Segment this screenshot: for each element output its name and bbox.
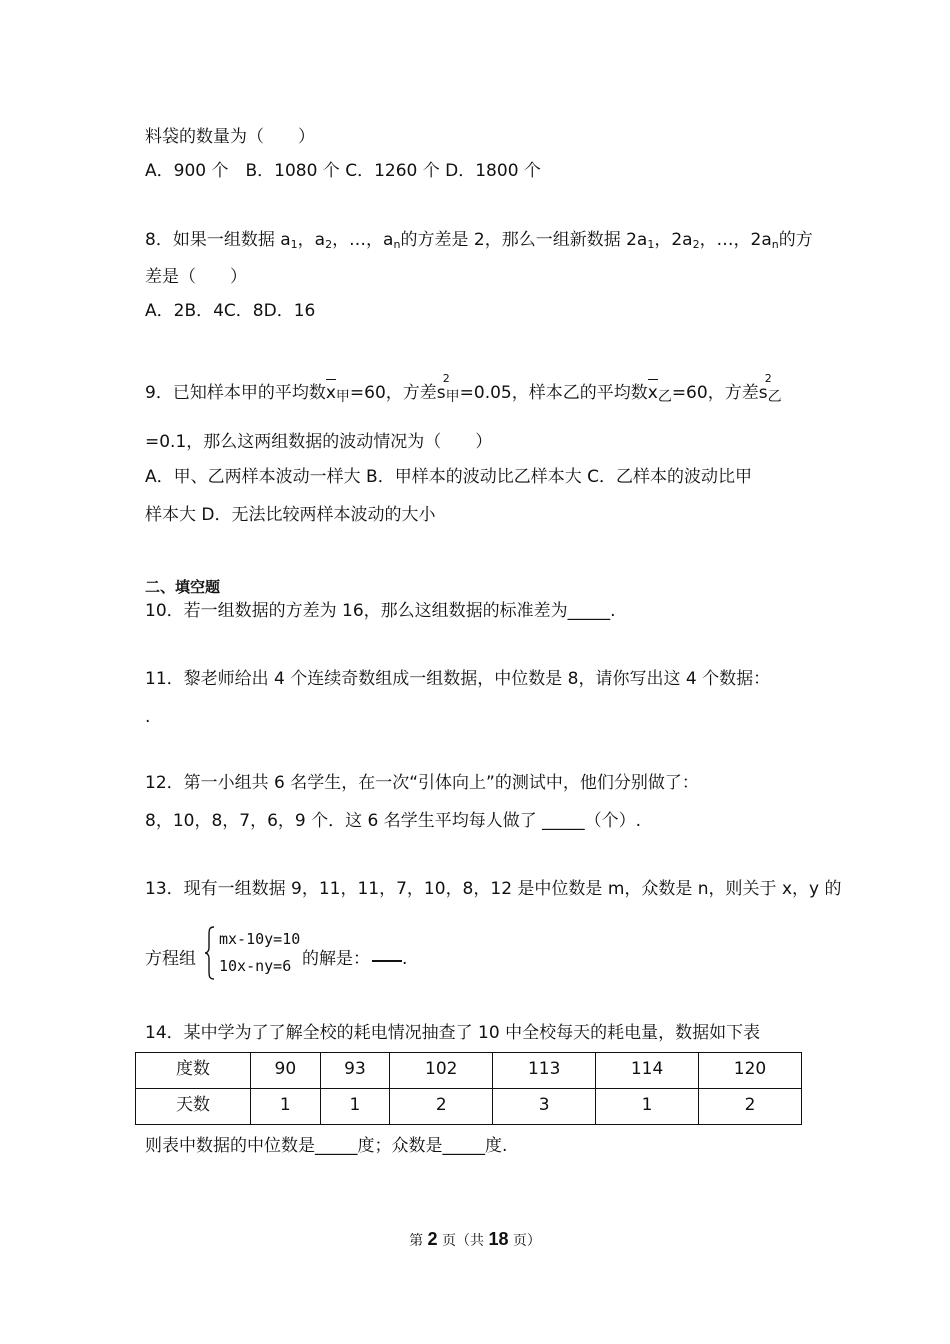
table-cell: 1 <box>251 1089 321 1125</box>
table-header-cell: 天数 <box>136 1089 251 1125</box>
q11-line1: 11．黎老师给出 4 个连续奇数组成一组数据，中位数是 8，请你写出这 4 个数据： <box>145 669 771 689</box>
equation-1: mx-10y=10 <box>219 930 301 948</box>
x-bar-yi: x <box>647 383 658 403</box>
variance-jia: s 2 甲 <box>436 372 460 405</box>
q7-options: A．900 个 B．1080 个 C．1260 个 D．1800 个 <box>145 161 541 181</box>
q12-line1: 12．第一小组共 6 名学生，在一次“引体向上”的测试中，他们分别做了： <box>145 773 699 793</box>
x-bar-jia: x <box>325 383 336 403</box>
table-cell: 93 <box>320 1053 390 1089</box>
variance-yi: s 2 乙 <box>758 372 782 405</box>
q14-after: 则表中数据的中位数是_____度；众数是_____度. <box>145 1136 508 1156</box>
power-usage-table <box>135 1052 802 1125</box>
q13-line1: 13．现有一组数据 9，11，11，7，10，8，12 是中位数是 m，众数是 n，则关于 x，y 的 <box>145 879 842 899</box>
q11-line2: . <box>145 707 151 727</box>
table-cell: 1 <box>320 1089 390 1125</box>
q10: 10．若一组数据的方差为 16，那么这组数据的标准差为_____. <box>145 601 616 621</box>
table-cell: 90 <box>251 1053 321 1089</box>
q9-stem-line2: =0.1，那么这两组数据的波动情况为（ ） <box>145 432 493 452</box>
q14-line1: 14．某中学为了了解全校的耗电情况抽查了 10 中全校每天的耗电量，数据如下表 <box>145 1023 761 1043</box>
left-brace-icon <box>204 926 216 980</box>
table-cell: 113 <box>493 1053 596 1089</box>
table-cell: 102 <box>390 1053 493 1089</box>
q8-stem: 8．如果一组数据 $a_1$，$a_2$，…，$a_n$的方差是 2，那么一组新数据 $2a_1$，$2a_2$，…，$2a_n$的方 <box>145 230 813 251</box>
table-cell: 2 <box>699 1089 802 1125</box>
page-total: 18 <box>488 1229 509 1249</box>
equation-2: 10x-ny=6 <box>219 957 292 975</box>
answer-blank[interactable] <box>372 948 402 962</box>
q9-options-line1: A．甲、乙两样本波动一样大 B．甲样本的波动比乙样本大 C．乙样本的波动比甲 <box>145 467 752 487</box>
table-cell: 3 <box>493 1089 596 1125</box>
table-cell: 114 <box>596 1053 699 1089</box>
q12-line2: 8，10，8，7，6，9 个．这 6 名学生平均每人做了 _____（个）. <box>145 811 642 831</box>
q13-answer: 的解是： . <box>302 949 408 969</box>
table-cell: 120 <box>699 1053 802 1089</box>
table-cell: 2 <box>390 1089 493 1125</box>
table-header-cell: 度数 <box>136 1053 251 1089</box>
q13-label: 方程组 <box>145 949 196 969</box>
section-heading: 二、填空题 <box>145 578 221 596</box>
q7-stem-continued: 料袋的数量为（ ） <box>145 127 315 147</box>
q9-options-line2: 样本大 D．无法比较两样本波动的大小 <box>145 505 436 525</box>
q9-stem: 9．已知样本甲的平均数x甲=60，方差s 2 甲=0.05，样本乙的平均数x乙=60，方差s 2 乙 <box>145 382 782 408</box>
q8-options: A．2B．4C．8D．16 <box>145 301 316 321</box>
table-row <box>136 1089 802 1125</box>
page-footer: 第 2 页（共 18 页） <box>409 1229 541 1249</box>
table-row <box>136 1053 802 1089</box>
table-cell: 1 <box>596 1089 699 1125</box>
page-number: 2 <box>427 1229 438 1249</box>
q8-stem-line2: 差是（ ） <box>145 267 247 287</box>
